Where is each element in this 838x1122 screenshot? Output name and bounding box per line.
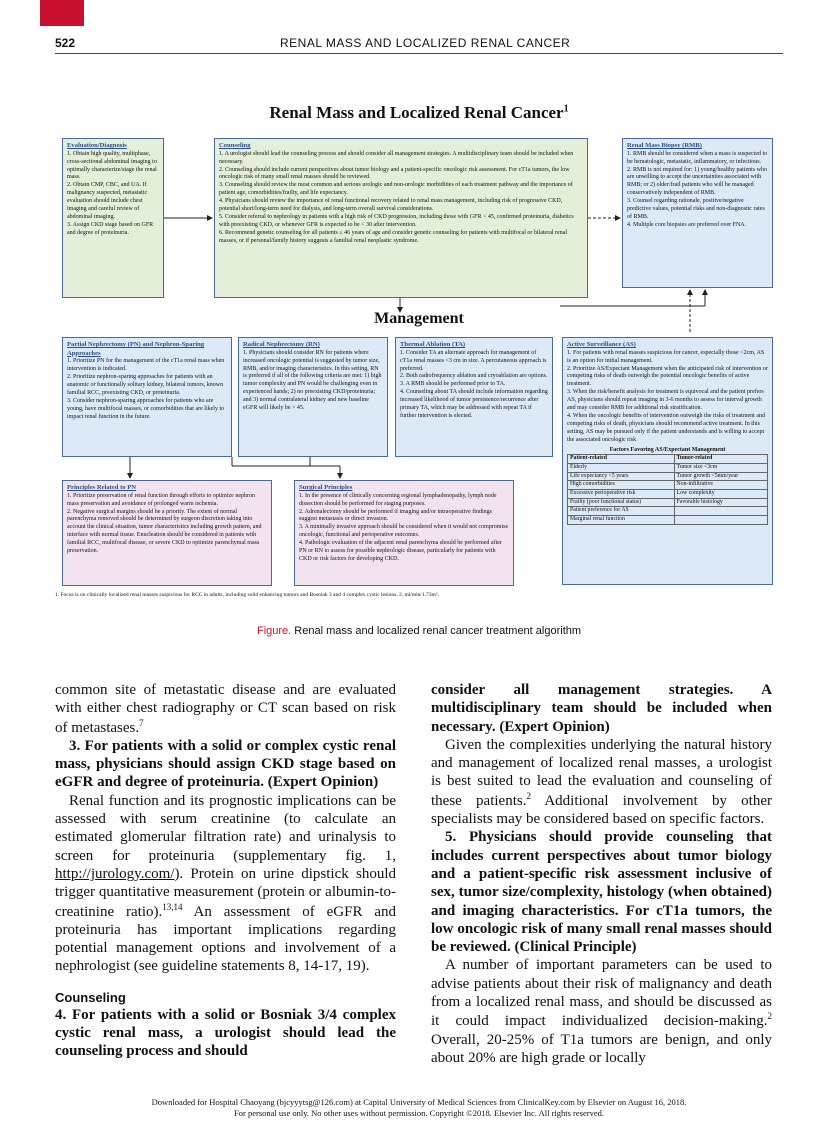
guideline-statement-5: 5. Physicians should provide counseling that includes current perspectives about tumor biology and a patient-specific risk assessment inclusive of sex, tumor size/complexity, histology (when obtained) and imaging characteristics. For cT1a tumors, the low oncologic risk of many small renal masses should be reviewed. (Clinical Principle) <box>431 829 772 956</box>
table-row: High comorbidities Non-infiltrative <box>568 481 768 490</box>
biopsy-box <box>622 138 773 288</box>
partial-title: Partial Nephrectomy (PN) and Nephron-Sparing Approaches <box>67 341 205 357</box>
counseling-box <box>214 138 588 298</box>
partial-item: 3. Consider nephron-sparing approaches for patients who are young, have multifocal masses, or comorbidities that are likely to impact renal function in the future. <box>67 397 225 420</box>
surgical-item: 1. In the presence of clinically concerning regional lymphadenopathy, lymph node dissection should be performed for staging purposes. <box>299 492 497 507</box>
principles-pn-box <box>62 480 272 586</box>
biopsy-item: 1. RMB should be considered when a mass is suspected to be hematologic, metastatic, inflammatory, or infectious. <box>627 150 768 165</box>
paragraph: A number of important parameters can be used to advise patients about their risk of malignancy and death from a localized renal mass, and should be discussed as it could impact individualized decision-making.$^2$ Overall, 20-25% of T1a tumors are benign, and only about 20% are high grade or locally <box>431 957 772 1066</box>
factors-table <box>567 447 768 525</box>
counseling-item: 2. Counseling should include current perspectives about tumor biology and a patient-specific oncologic risk assessment. For cT1a tumors, the low oncologic risk of many small renal masses should be reviewed. <box>219 166 570 181</box>
table-header: Patient-related <box>568 455 675 464</box>
partial-item: 1. Prioritize PN for the management of the cT1a renal mass when intervention is indicated. <box>67 358 225 373</box>
section-heading-counseling: Counseling <box>55 989 126 1005</box>
surgical-item: 4. Pathologic evaluation of the adjacent renal parenchyma should be performed after PN or RN to assess for possible nephrologic disease, particularly for patients with CKD or risk factors for developing CKD. <box>299 540 502 562</box>
figure-footnote: 1. Focus is on clinically localized renal masses suspicious for RCC in adults, including solid enhancing tumors and Bosniak 3 and 4 complex cystic lesions. 2. ml/min/1.73m². <box>55 592 439 598</box>
biopsy-item: 3. Counsel regarding rationale, positive/negative predictive values, potential risks and non-diagnostic rates of RMB. <box>627 198 765 220</box>
table-row: Life expectancy <5 years Tumor growth <5mm/year <box>568 472 768 481</box>
counseling-item: 6. Recommend genetic counseling for all patients ≤ 46 years of age and consider genetic counseling for patients with multifocal or bilateral renal masses, or if personal/family history suggests a familial renal neoplastic syndrome. <box>219 229 568 244</box>
page-number: 522 <box>55 36 76 50</box>
ablation-item: 4. Counseling about TA should include information regarding increased likelihood of tumor persistence/recurrence after primary TA, which may be addressed with repeat TA if further intervention is elected. <box>400 389 548 419</box>
table-row: Elderly Tumor size <3cm <box>568 464 768 473</box>
surgical-principles-box <box>294 480 514 586</box>
journal-color-tab <box>40 0 84 26</box>
biopsy-title: Renal Mass Biopsy (RMB) <box>627 142 702 149</box>
counseling-title: Counseling <box>219 142 251 149</box>
counseling-item: 4. Physicians should review the importance of renal functional recovery related to renal mass management, including risk of progressive CKD, potential short/long-term need for dialysis, and long-term overall survival considerations. <box>219 198 563 213</box>
surveillance-item: 1. For patients with renal masses suspicious for cancer, especially those <2cm, AS is an option for initial management. <box>567 349 765 364</box>
evaluation-item: 2. Obtain CMP, CBC, and UA. If malignancy suspected, metastatic evaluation should include chest imaging and careful review of abdominal imaging. <box>67 182 148 220</box>
principles-pn-item: 1. Prioritize preservation of renal function through efforts to optimize nephron mass preservation and avoidance of prolonged warm ischemia. <box>67 492 256 507</box>
biopsy-item: 2. RMB is not required for: 1) young/healthy patients who are unwilling to accept the uncertainties associated with RMB; or 2) older/frail patients who will be managed conservatively independent of RMB. <box>627 166 767 197</box>
running-title: RENAL MASS AND LOCALIZED RENAL CANCER <box>280 36 571 50</box>
evaluation-item: 3. Assign CKD stage based on GFR and degree of proteinuria. <box>67 221 154 236</box>
paragraph: Given the complexities underlying the natural history and management of localized renal masses, a urologist is best suited to lead the evaluation and counseling of these patients.$^2$ Additional involvement by other specialists may be considered based on specific factors. <box>431 736 772 828</box>
partial-item: 2. Prioritize nephron-sparing approaches for patients with an anatomic or functionally solitary kidney, bilateral tumors, known familial RCC, preexisting CKD, or proteinuria. <box>67 374 224 397</box>
download-footer: Downloaded for Hospital Chaoyang (bjcyyytsg@126.com) at Capital University of Medical Sciences from ClinicalKey.com by Elsevier on August 16, 2018. For personal use only. No other uses without permission. Copyright ©2018. Elsevier Inc. All rights reserved. <box>151 1097 687 1119</box>
principles-pn-item: 2. Negative surgical margins should be a priority. The extent of normal parenchyma removed should be determined by surgeon discretion taking into account the clinical situation, tumor characteristics including growth pattern, and interface with normal tissue. Enucleation should be considered in patients with familial RCC, multifocal disease, or severe CKD to optimize parenchymal mass preservation. <box>67 508 262 555</box>
biopsy-item: 4. Multiple core biopsies are preferred over FNA. <box>627 221 747 228</box>
counseling-item: 3. Counseling should review the most common and serious urologic and non-urologic morbidities of each treatment pathway and the importance of patient age, comorbidities/frailty, and life expectancy. <box>219 182 573 197</box>
radical-title: Radical Nephrectomy (RN) <box>243 341 320 348</box>
figure-title: Renal Mass and Localized Renal Cancer$^1$ <box>269 103 569 122</box>
paragraph: common site of metastatic disease and are evaluated with either chest radiography or CT scan based on risk of metastases.$^7$ <box>55 682 396 736</box>
left-column <box>55 681 396 1061</box>
guideline-statement-4-continued: consider all management strategies. A multidisciplinary team should be included when necessary. (Expert Opinion) <box>431 682 772 735</box>
radical-item: 1. Physicians should consider RN for patients where increased oncologic potential is suggested by tumor size, RMB, and/or imaging characteristics. In this setting, RN is preferred if all of the following criteria are met: 1) high tumor complexity and PN would be challenging even in experienced hands; 2) no preexisting CKD/proteinuria; and 3) normal contralateral kidney and new baseline eGFR will likely be > 45. <box>243 349 382 412</box>
management-label: Management <box>374 310 464 327</box>
table-row: Marginal renal function <box>568 515 768 524</box>
active-surveillance-box <box>562 337 773 585</box>
table-row: Patient preference for AS <box>568 507 768 516</box>
principles-pn-title: Principles Related to PN <box>67 484 137 491</box>
surveillance-item: 4. When the oncologic benefits of intervention outweigh the risks of treatment and competing risks of death, physicians should recommend active treatment. In this setting, AS may be pursued only if the patient understands and is willing to accept the associated oncologic risk <box>567 412 766 443</box>
surveillance-item: 2. Prioritize AS/Expectant Management when the anticipated risk of intervention or competing risks of death outweigh the potential oncologic benefits of active treatment. <box>567 365 768 388</box>
ablation-item: 3. A RMB should be performed prior to TA. <box>400 381 506 388</box>
partial-nephrectomy-box <box>62 337 232 457</box>
table-row: Excessive perioperative risk Low complexity <box>568 490 768 499</box>
evaluation-item: 1. Obtain high quality, multiphase, cross-sectional abdominal imaging to optimally characterize/stage the renal mass. <box>67 150 157 181</box>
surgical-item: 3. A minimally invasive approach should be considered when it would not compromise oncologic, functional and perioperative outcomes. <box>299 524 509 539</box>
supplementary-link[interactable]: http://jurology.com/ <box>55 865 175 882</box>
ablation-title: Thermal Ablation (TA) <box>400 341 466 348</box>
counseling-item: 5. Consider referral to nephrology in patients with a high risk of CKD progression, including those with GFR < 45, confirmed proteinuria, diabetics with preexisting CKD, or whenever GFR is expected to be < 30 after intervention. <box>219 213 574 228</box>
ablation-item: 2. Both radiofrequency ablation and cryoablation are options. <box>400 373 548 380</box>
surgical-item: 2. Adrenalectomy should be performed if imaging and/or intraoperative findings suggest metastasis or direct invasion. <box>299 508 492 523</box>
table-header: Tumor-related <box>674 455 767 464</box>
counseling-item: 1. A urologist should lead the counseling process and should consider all management strategies. A multidisciplinary team should be included when necessary. <box>219 150 574 165</box>
factors-table-caption: Factors Favoring AS/Expectant Management <box>609 446 726 453</box>
thermal-ablation-box <box>395 337 553 457</box>
guideline-statement-4: 4. For patients with a solid or Bosniak 3/4 complex cystic renal mass, a urologist should lead the counseling process and should <box>55 1006 396 1060</box>
paragraph: Renal function and its prognostic implications can be assessed with serum creatinine (to calculate an estimated glomerular filtration rate) and urinalysis to screen for proteinuria (supplementary fig. 1, http://jurology.com/). Protein on urine dipstick should trigger quantitative measurement (protein or albumin-to-creatinine ratio).$^{13,14}$ An assessment of eGFR and proteinuria has important implications regarding potential management options and involvement of a nephrologist (see guideline statements 8, 14-17, 19). <box>55 792 396 975</box>
evaluation-box <box>62 138 164 298</box>
evaluation-title: Evaluation/Diagnosis <box>67 142 127 149</box>
guideline-statement-3: 3. For patients with a solid or complex cystic renal mass, physicians should assign CKD stage based on eGFR and degree of proteinuria. (Expert Opinion) <box>55 737 396 791</box>
table-row: Frailty (poor functional status) Favorable histology <box>568 498 768 507</box>
surgical-title: Surgical Principles <box>299 484 353 491</box>
header-rule <box>55 53 783 54</box>
surveillance-title: Active Surveillance (AS) <box>567 341 636 348</box>
ablation-item: 1. Consider TA an alternate approach for management of cT1a renal masses <3 cm in size. A percutaneous approach is preferred. <box>400 349 547 372</box>
radical-nephrectomy-box <box>238 337 388 457</box>
surveillance-item: 3. When the risk/benefit analysis for treatment is equivocal and the patient prefers AS, physicians should repeat imaging in 3-6 months to assess for interval growth and may consider RMB for additional risk stratification. <box>567 389 764 412</box>
figure-caption: Figure. Renal mass and localized renal cancer treatment algorithm <box>256 625 582 637</box>
right-column <box>431 681 772 1067</box>
